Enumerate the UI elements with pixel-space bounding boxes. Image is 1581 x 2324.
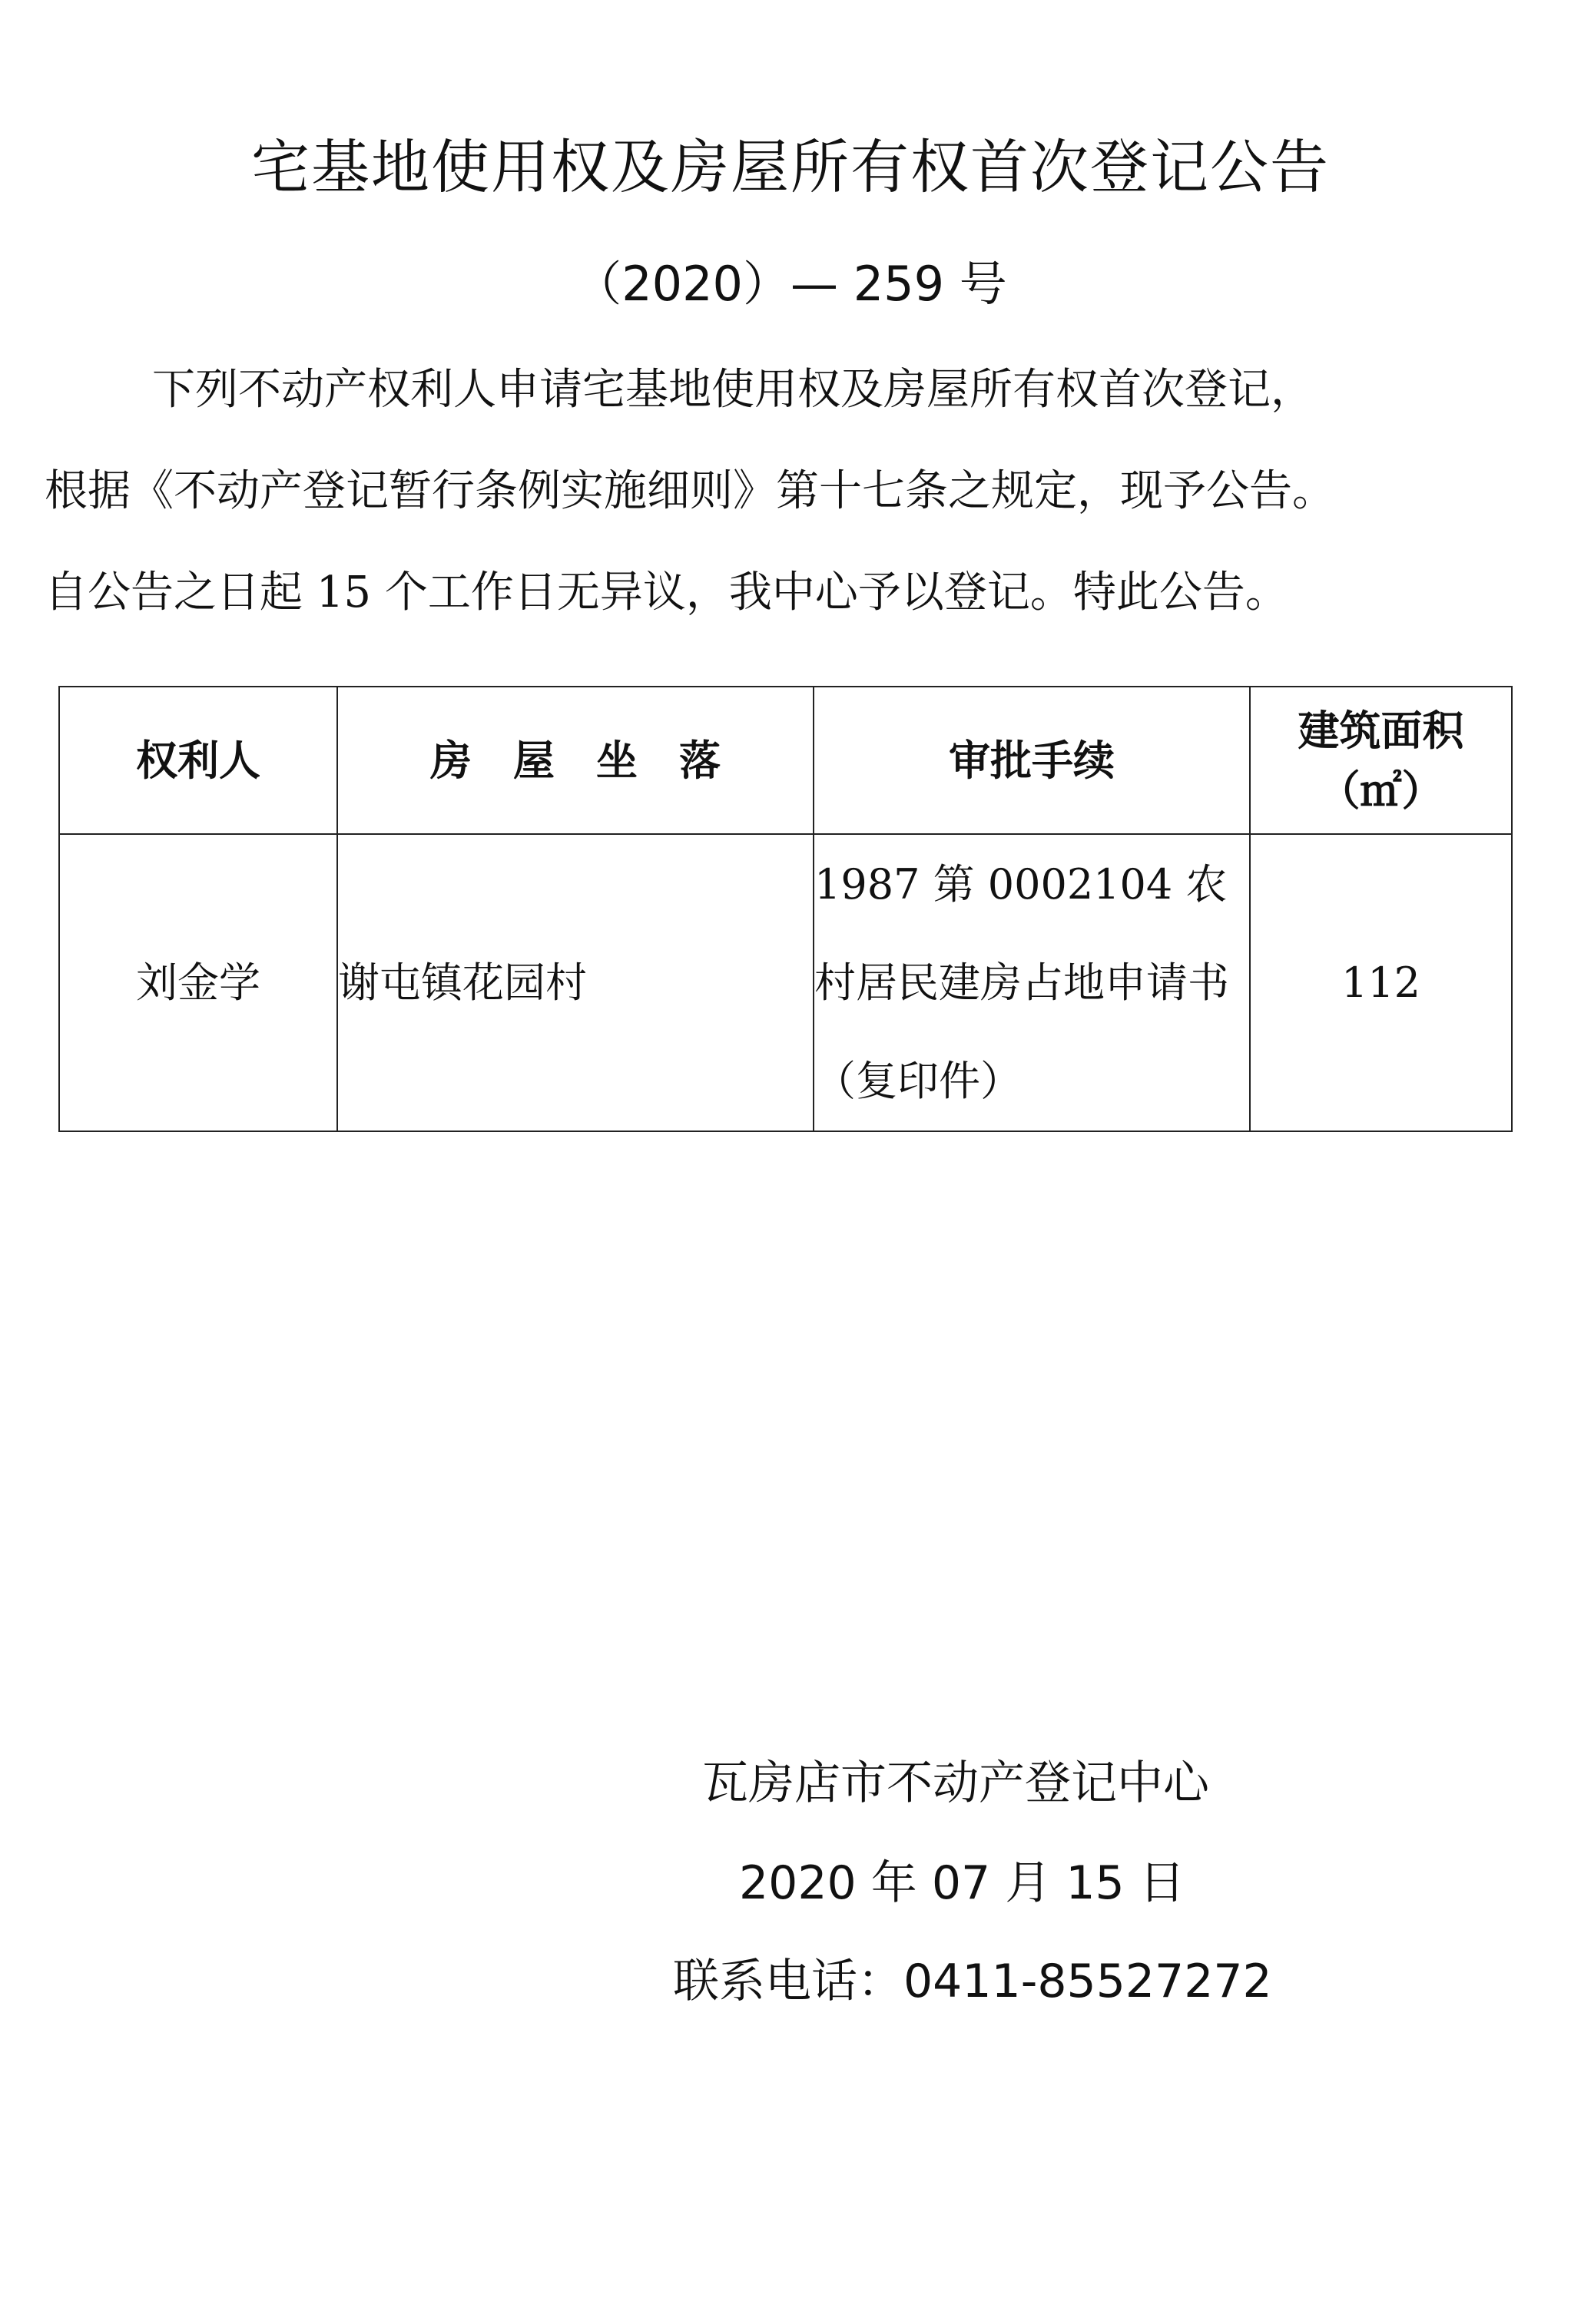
notice-body-line-2: 根据《不动产登记暂行条例实施细则》第十七条之规定，现予公告。 bbox=[45, 466, 1335, 516]
notice-body-line-3: 自公告之日起 15 个工作日无异议，我中心予以登记。特此公告。 bbox=[45, 568, 1288, 617]
notice-body-line-1: 下列不动产权利人申请宅基地使用权及房屋所有权首次登记， bbox=[152, 365, 1314, 415]
header-area bbox=[1250, 687, 1512, 834]
contact-phone: 联系电话：0411-85527272 bbox=[673, 1955, 1272, 2008]
document-number: （2020）— 259 号 bbox=[574, 256, 1007, 312]
cell-area: 112 bbox=[1250, 834, 1512, 1131]
issuer-name: 瓦房店市不动产登记中心 bbox=[702, 1756, 1209, 1810]
table-header-row bbox=[59, 687, 1512, 834]
header-owner: 权利人 bbox=[59, 687, 337, 834]
header-area-unit: （㎡） bbox=[1318, 766, 1443, 815]
header-area-label: 建筑面积 bbox=[1298, 706, 1464, 755]
registration-table bbox=[58, 686, 1513, 1132]
cell-approval: 1987 第 0002104 农村居民建房占地申请书（复印件） bbox=[814, 834, 1250, 1131]
issue-date: 2020 年 07 月 15 日 bbox=[739, 1856, 1185, 1910]
header-location: 房 屋 坐 落 bbox=[337, 687, 814, 834]
table-row bbox=[59, 834, 1512, 1131]
header-approval: 审批手续 bbox=[814, 687, 1250, 834]
cell-owner: 刘金学 bbox=[59, 834, 337, 1131]
cell-location: 谢屯镇花园村 bbox=[337, 834, 814, 1131]
notice-title: 宅基地使用权及房屋所有权首次登记公告 bbox=[251, 133, 1330, 201]
